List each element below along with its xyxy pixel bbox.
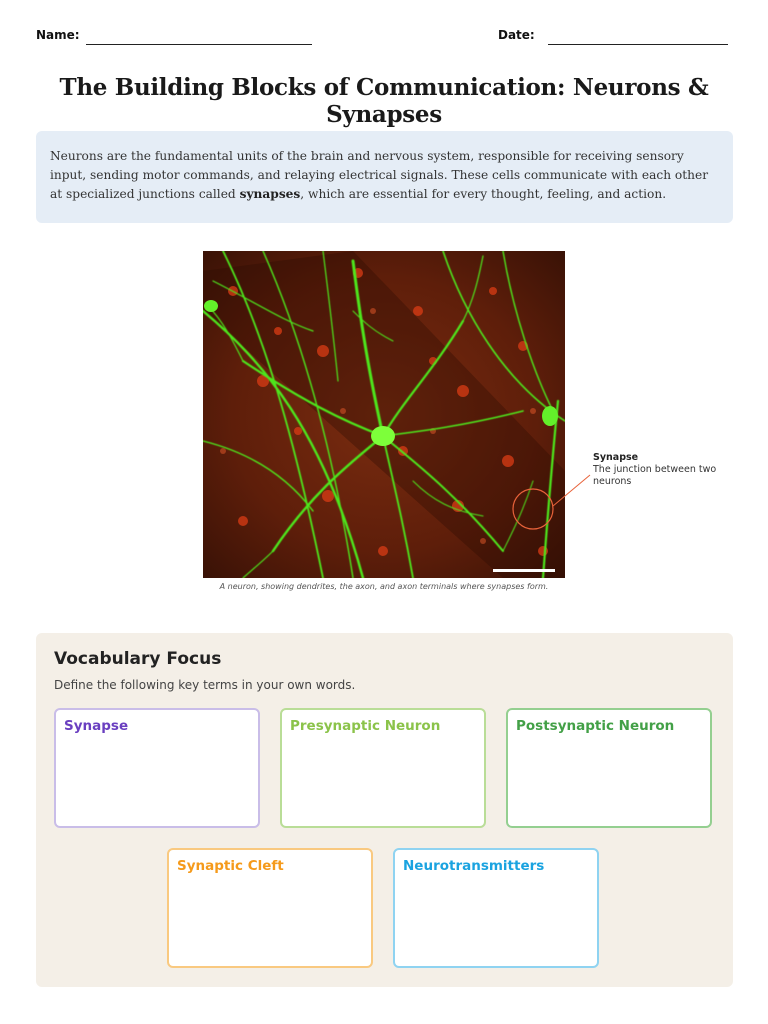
term-box-synaptic-cleft[interactable] [167,848,373,968]
page-title: The Building Blocks of Communication: Neurons & Synapses [59,74,709,128]
name-label: Name: [36,28,80,42]
header-row [36,26,730,48]
neuron-micrograph [203,251,565,578]
term-label: Synapse [64,718,129,734]
callout-title: Synapse [593,452,639,463]
figure-caption: A neuron, showing dendrites, the axon, and axon terminals where synapses form. [219,582,549,591]
term-label: Neurotransmitters [403,858,545,874]
intro-text-end: , which are essential for every thought, feeling, and action. [300,187,667,201]
intro-bold-term: synapses [239,187,301,201]
intro-panel [36,131,733,223]
term-label: Synaptic Cleft [177,858,284,874]
callout-leader-line [550,470,595,510]
vocabulary-section [36,633,733,987]
name-field[interactable] [86,44,312,45]
term-label: Postsynaptic Neuron [516,718,675,734]
term-box-neurotransmitters[interactable] [393,848,599,968]
vocabulary-subtitle: Define the following key terms in your own words. [54,678,356,692]
intro-text-start: Neurons are the fundamental units of the brain and nervous system, responsible for receiving sensory input, sending motor commands, and relaying electrical signals. These cells communicate with each other at specialized junctions called [50,149,709,201]
term-label: Presynaptic Neuron [290,718,441,734]
date-label: Date: [498,28,535,42]
term-box-synapse[interactable] [54,708,260,828]
scale-bar [493,569,555,572]
synapse-callout [593,452,743,488]
term-box-presynaptic-neuron[interactable] [280,708,486,828]
vocabulary-title: Vocabulary Focus [54,649,222,669]
term-box-postsynaptic-neuron[interactable] [506,708,712,828]
callout-text: The junction between two neurons [593,464,717,487]
date-field[interactable] [548,44,728,45]
